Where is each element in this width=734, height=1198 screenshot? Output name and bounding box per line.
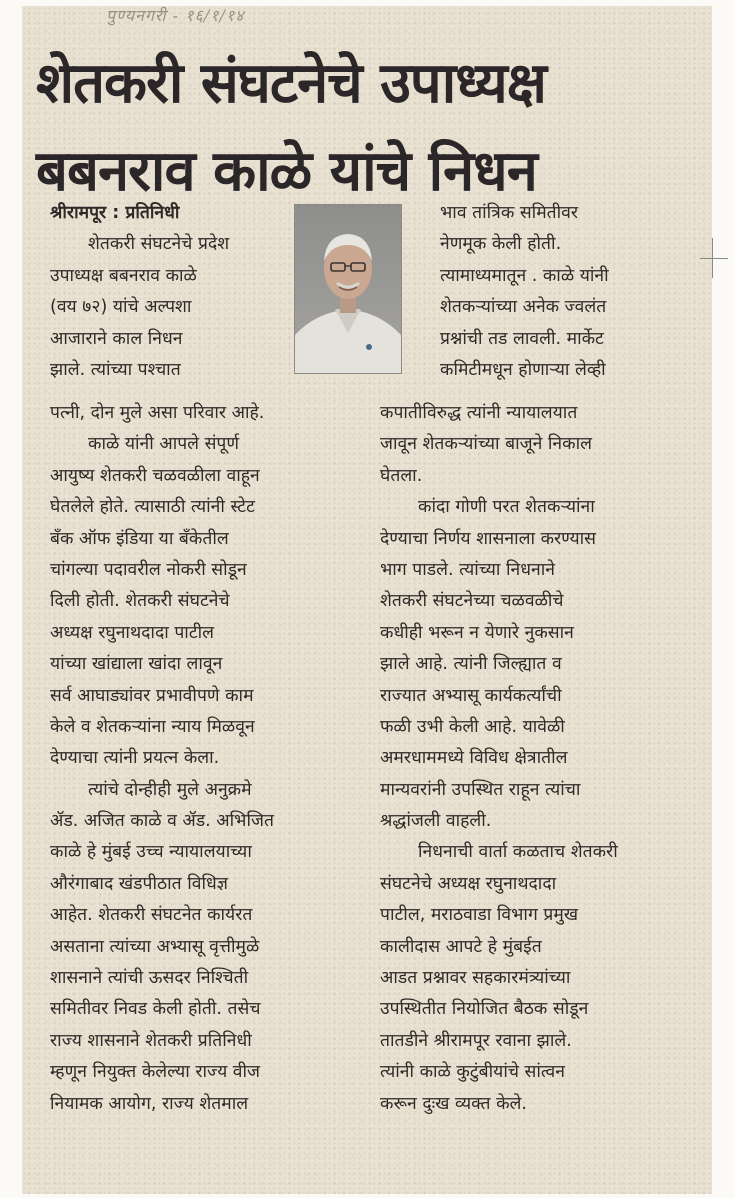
text-line: काळे हे मुंबई उच्च न्यायालयाच्या: [50, 842, 252, 863]
column-2-body: [380, 398, 700, 1120]
text-line: अध्यक्ष रघुनाथदादा पाटील: [50, 622, 215, 643]
text-line: सर्व आघाड्यांवर प्रभावीपणे काम: [50, 685, 254, 706]
text-line: देण्याचा निर्णय शासनाला करण्यास: [380, 528, 596, 549]
text-line: तातडीने श्रीरामपूर रवाना झाले.: [380, 1030, 572, 1051]
text-line: शेतकऱ्यांच्या अनेक ज्वलंत: [440, 297, 607, 318]
text-line: पत्नी, दोन मुले असा परिवार आहे.: [50, 403, 265, 423]
text-line: झाले. त्यांच्या पश्चात: [50, 359, 181, 380]
portrait-photo: [294, 204, 402, 374]
text-line: यांच्या खांद्याला खांदा लावून: [50, 654, 223, 675]
text-line: पाटील, मराठवाडा विभाग प्रमुख: [380, 905, 579, 926]
text-line: आडत प्रश्नावर सहकारमंत्र्यांच्या: [380, 968, 571, 989]
text-line: झाले आहे. त्यांनी जिल्ह्यात व: [380, 654, 562, 675]
text-line: चांगल्या पदावरील नोकरी सोडून: [50, 559, 247, 580]
text-line: (वय ७२) यांचे अल्पशा: [50, 297, 192, 318]
text-line: औरंगाबाद खंडपीठात विधिज्ञ: [50, 873, 228, 894]
text-line: त्यांनी काळे कुटुंबीयांचे सांत्वन: [380, 1062, 565, 1083]
text-line: करून दुःख व्यक्त केले.: [380, 1093, 527, 1114]
text-line: आयुष्य शेतकरी चळवळीला वाहून: [50, 465, 260, 486]
column-2-top: [440, 198, 688, 386]
portrait-image: [295, 205, 401, 373]
text-line: समितीवर निवड केली होती. तसेच: [50, 999, 261, 1020]
text-line: नियामक आयोग, राज्य शेतमाल: [50, 1093, 249, 1114]
text-line: संघटनेचे अध्यक्ष रघुनाथदादा: [380, 873, 557, 894]
handwritten-source-note: पुण्यनगरी - १६/१/१४: [106, 6, 245, 25]
text-line: अमरधाममध्ये विविध क्षेत्रातील: [380, 748, 568, 769]
text-line: मान्यवरांनी उपस्थित राहून त्यांचा: [380, 779, 581, 800]
text-line: कमिटीमधून होणाऱ्या लेव्ही: [440, 359, 606, 380]
text-line: असताना त्यांच्या अभ्यासू वृत्तीमुळे: [50, 936, 260, 957]
registration-mark-vertical: [712, 238, 713, 278]
text-line: शासनाने त्यांची ऊसदर निश्चिती: [50, 968, 249, 989]
text-line: ॲड. अजित काळे व ॲड. अभिजित: [50, 811, 274, 832]
text-line: घेतलेले होते. त्यासाठी त्यांनी स्टेट: [50, 497, 255, 518]
text-line: घेतला.: [380, 465, 423, 486]
text-line: शेतकरी संघटनेचे प्रदेश: [88, 234, 230, 255]
text-line: कांदा गोणी परत शेतकऱ्यांना: [418, 497, 595, 518]
text-line: राज्यात अभ्यासू कार्यकर्त्यांची: [380, 685, 562, 706]
headline: [36, 40, 676, 216]
text-line: निधनाची वार्ता कळताच शेतकरी: [418, 842, 618, 863]
text-line: जावून शेतकऱ्यांच्या बाजूने निकाल: [380, 434, 592, 455]
dateline: श्रीरामपूर : प्रतिनिधी: [50, 203, 180, 223]
registration-mark-horizontal: [700, 258, 728, 259]
text-line: कालीदास आपटे हे मुंबईत: [380, 936, 542, 957]
text-line: भाग पाडले. त्यांच्या निधनाने: [380, 559, 555, 580]
text-line: आहेत. शेतकरी संघटनेत कार्यरत: [50, 905, 253, 926]
headline-line-1: शेतकरी संघटनेचे उपाध्यक्ष: [36, 51, 546, 116]
column-1-top: [50, 198, 298, 386]
text-line: बँक ऑफ इंडिया या बँकेतील: [50, 528, 229, 549]
text-line: म्हणून नियुक्त केलेल्या राज्य वीज: [50, 1062, 261, 1083]
text-line: भाव तांत्रिक समितीवर: [440, 203, 579, 223]
text-line: फळी उभी केली आहे. यावेळी: [380, 716, 565, 737]
text-line: शेतकरी संघटनेच्या चळवळीचे: [380, 591, 564, 612]
text-line: प्रश्नांची तड लावली. मार्केट: [440, 328, 604, 349]
text-line: राज्य शासनाने शेतकरी प्रतिनिधी: [50, 1030, 252, 1051]
text-line: उपाध्यक्ष बबनराव काळे: [50, 265, 197, 286]
text-line: कधीही भरून न येणारे नुकसान: [380, 622, 574, 643]
text-line: दिली होती. शेतकरी संघटनेचे: [50, 591, 230, 612]
text-line: त्यामाध्यमातून . काळे यांनी: [440, 265, 609, 286]
text-line: नेणमूक केली होती.: [440, 234, 562, 255]
text-line: उपस्थितीत नियोजित बैठक सोडून: [380, 999, 589, 1020]
headline-line-2: बबनराव काळे यांचे निधन: [36, 139, 537, 204]
text-line: कपातीविरुद्ध त्यांनी न्यायालयात: [380, 403, 578, 423]
text-line: श्रद्धांजली वाहली.: [380, 811, 492, 832]
text-line: केले व शेतकऱ्यांना न्याय मिळवून: [50, 716, 255, 737]
text-line: काळे यांनी आपले संपूर्ण: [88, 434, 240, 455]
column-1-body: [50, 398, 378, 1120]
text-line: आजाराने काल निधन: [50, 328, 183, 349]
text-line: देण्याचा त्यांनी प्रयत्न केला.: [50, 748, 220, 769]
text-line: त्यांचे दोन्हीही मुले अनुक्रमे: [88, 779, 252, 800]
